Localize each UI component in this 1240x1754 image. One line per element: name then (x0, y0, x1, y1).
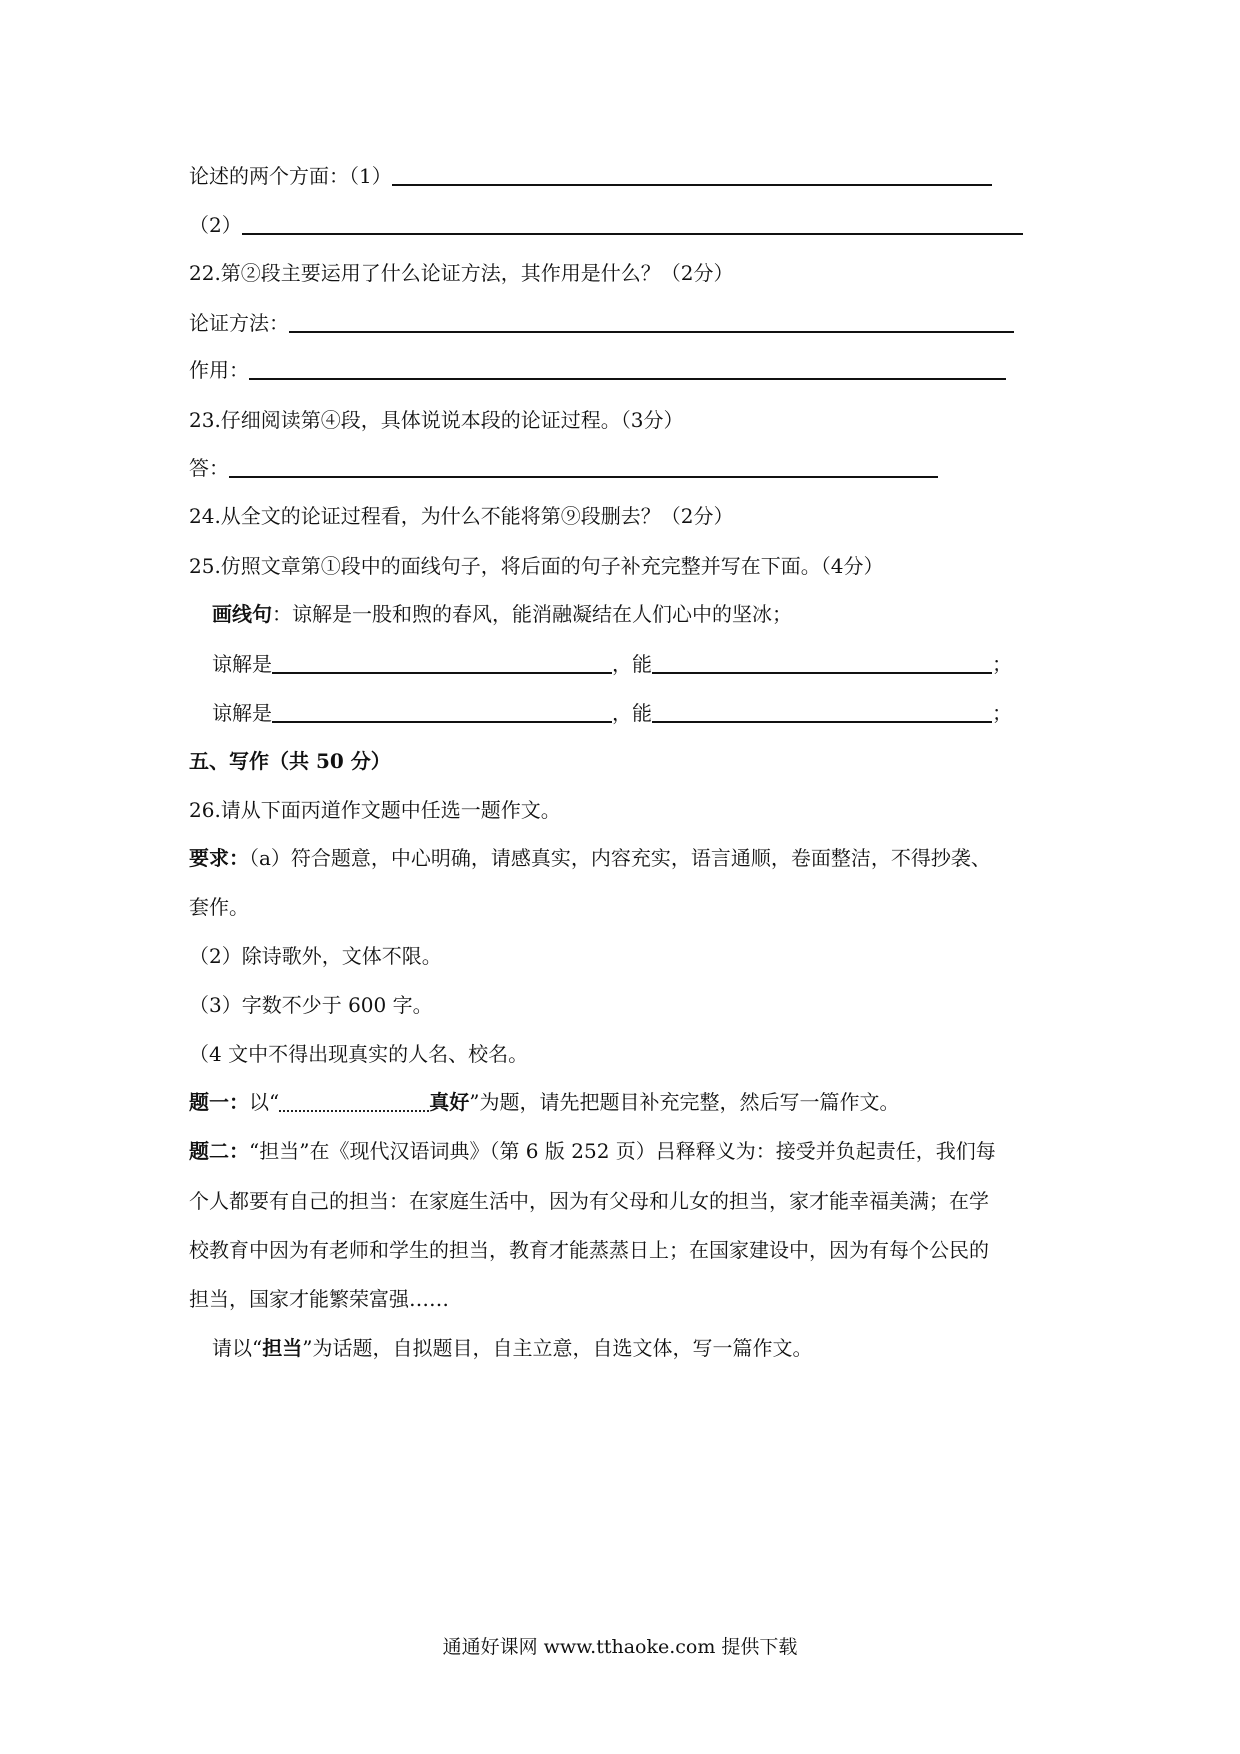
q22-effect: 作用： (189, 357, 1006, 383)
answer-blank[interactable] (652, 701, 992, 723)
topic-two-line-4: 担当，国家才能繁荣富强…… (189, 1287, 449, 1311)
q26-requirement-a-cont: 套作。 (189, 895, 249, 919)
answer-blank[interactable] (289, 311, 1014, 333)
section-title-writing: 五、写作（共 50 分） (189, 749, 391, 773)
answer-blank[interactable] (392, 164, 992, 186)
topic-two-line-2: 个人都要有自己的担当：在家庭生活中，因为有父母和儿女的担当，家才能幸福美满；在学 (189, 1189, 989, 1213)
answer-blank[interactable] (652, 652, 992, 674)
page-footer: 通通好课网 www.tthaoke.com 提供下载 (442, 1636, 798, 1658)
topic-one: 题一：以“ 真好”为题，请先把题目补充完整，然后写一篇作文。 (189, 1090, 900, 1114)
q25-question: 25.仿照文章第①段中的面线句子，将后面的句子补充完整并写在下面。（4分） (189, 554, 884, 578)
q21-aspect2: （2） (189, 212, 1023, 238)
answer-blank[interactable] (229, 456, 938, 478)
title-blank[interactable] (279, 1090, 429, 1112)
q25-fill-line-2: 谅解是 ，能 ； (212, 701, 1012, 725)
q24-question: 24.从全文的论证过程看，为什么不能将第⑨段删去？（2分） (189, 504, 734, 528)
q23-answer: 答： (189, 455, 938, 481)
q21-aspect1: 论述的两个方面：（1） (189, 163, 992, 189)
answer-blank[interactable] (272, 701, 612, 723)
topic-two-line-3: 校教育中因为有老师和学生的担当，教育才能蒸蒸日上；在国家建设中，因为有每个公民的 (189, 1238, 989, 1262)
answer-blank[interactable] (242, 213, 1023, 235)
q26-requirement-a: 要求：（a）符合题意，中心明确，请感真实，内容充实，语言通顺，卷面整洁，不得抄袭、 (189, 846, 991, 870)
topic-two-line-1: 题二：“担当”在《现代汉语词典》（第 6 版 252 页）吕释释义为：接受并负起责任，我们每 (189, 1139, 996, 1163)
q26-prompt: 26.请从下面丙道作文题中任选一题作文。 (189, 798, 561, 822)
q25-underlined-sentence: 画线句：谅解是一股和煦的春风，能消融凝结在人们心中的坚冰； (212, 602, 792, 626)
q26-requirement-2: （2）除诗歌外，文体不限。 (189, 944, 442, 968)
answer-blank[interactable] (272, 652, 612, 674)
q25-fill-line-1: 谅解是 ，能 ； (212, 652, 1012, 676)
q23-question: 23.仔细阅读第④段，具体说说本段的论证过程。（3分） (189, 408, 684, 432)
q26-requirement-4: （4 文中不得出现真实的人名、校名。 (189, 1042, 529, 1066)
answer-blank[interactable] (249, 358, 1006, 380)
q26-requirement-3: （3）字数不少于 600 字。 (189, 993, 433, 1017)
q22-method: 论证方法： (189, 310, 1014, 336)
q22-question: 22.第②段主要运用了什么论证方法，其作用是什么？（2分） (189, 261, 734, 285)
topic-two-ask: 请以“担当”为话题，自拟题目，自主立意，自选文体，写一篇作文。 (212, 1336, 813, 1360)
